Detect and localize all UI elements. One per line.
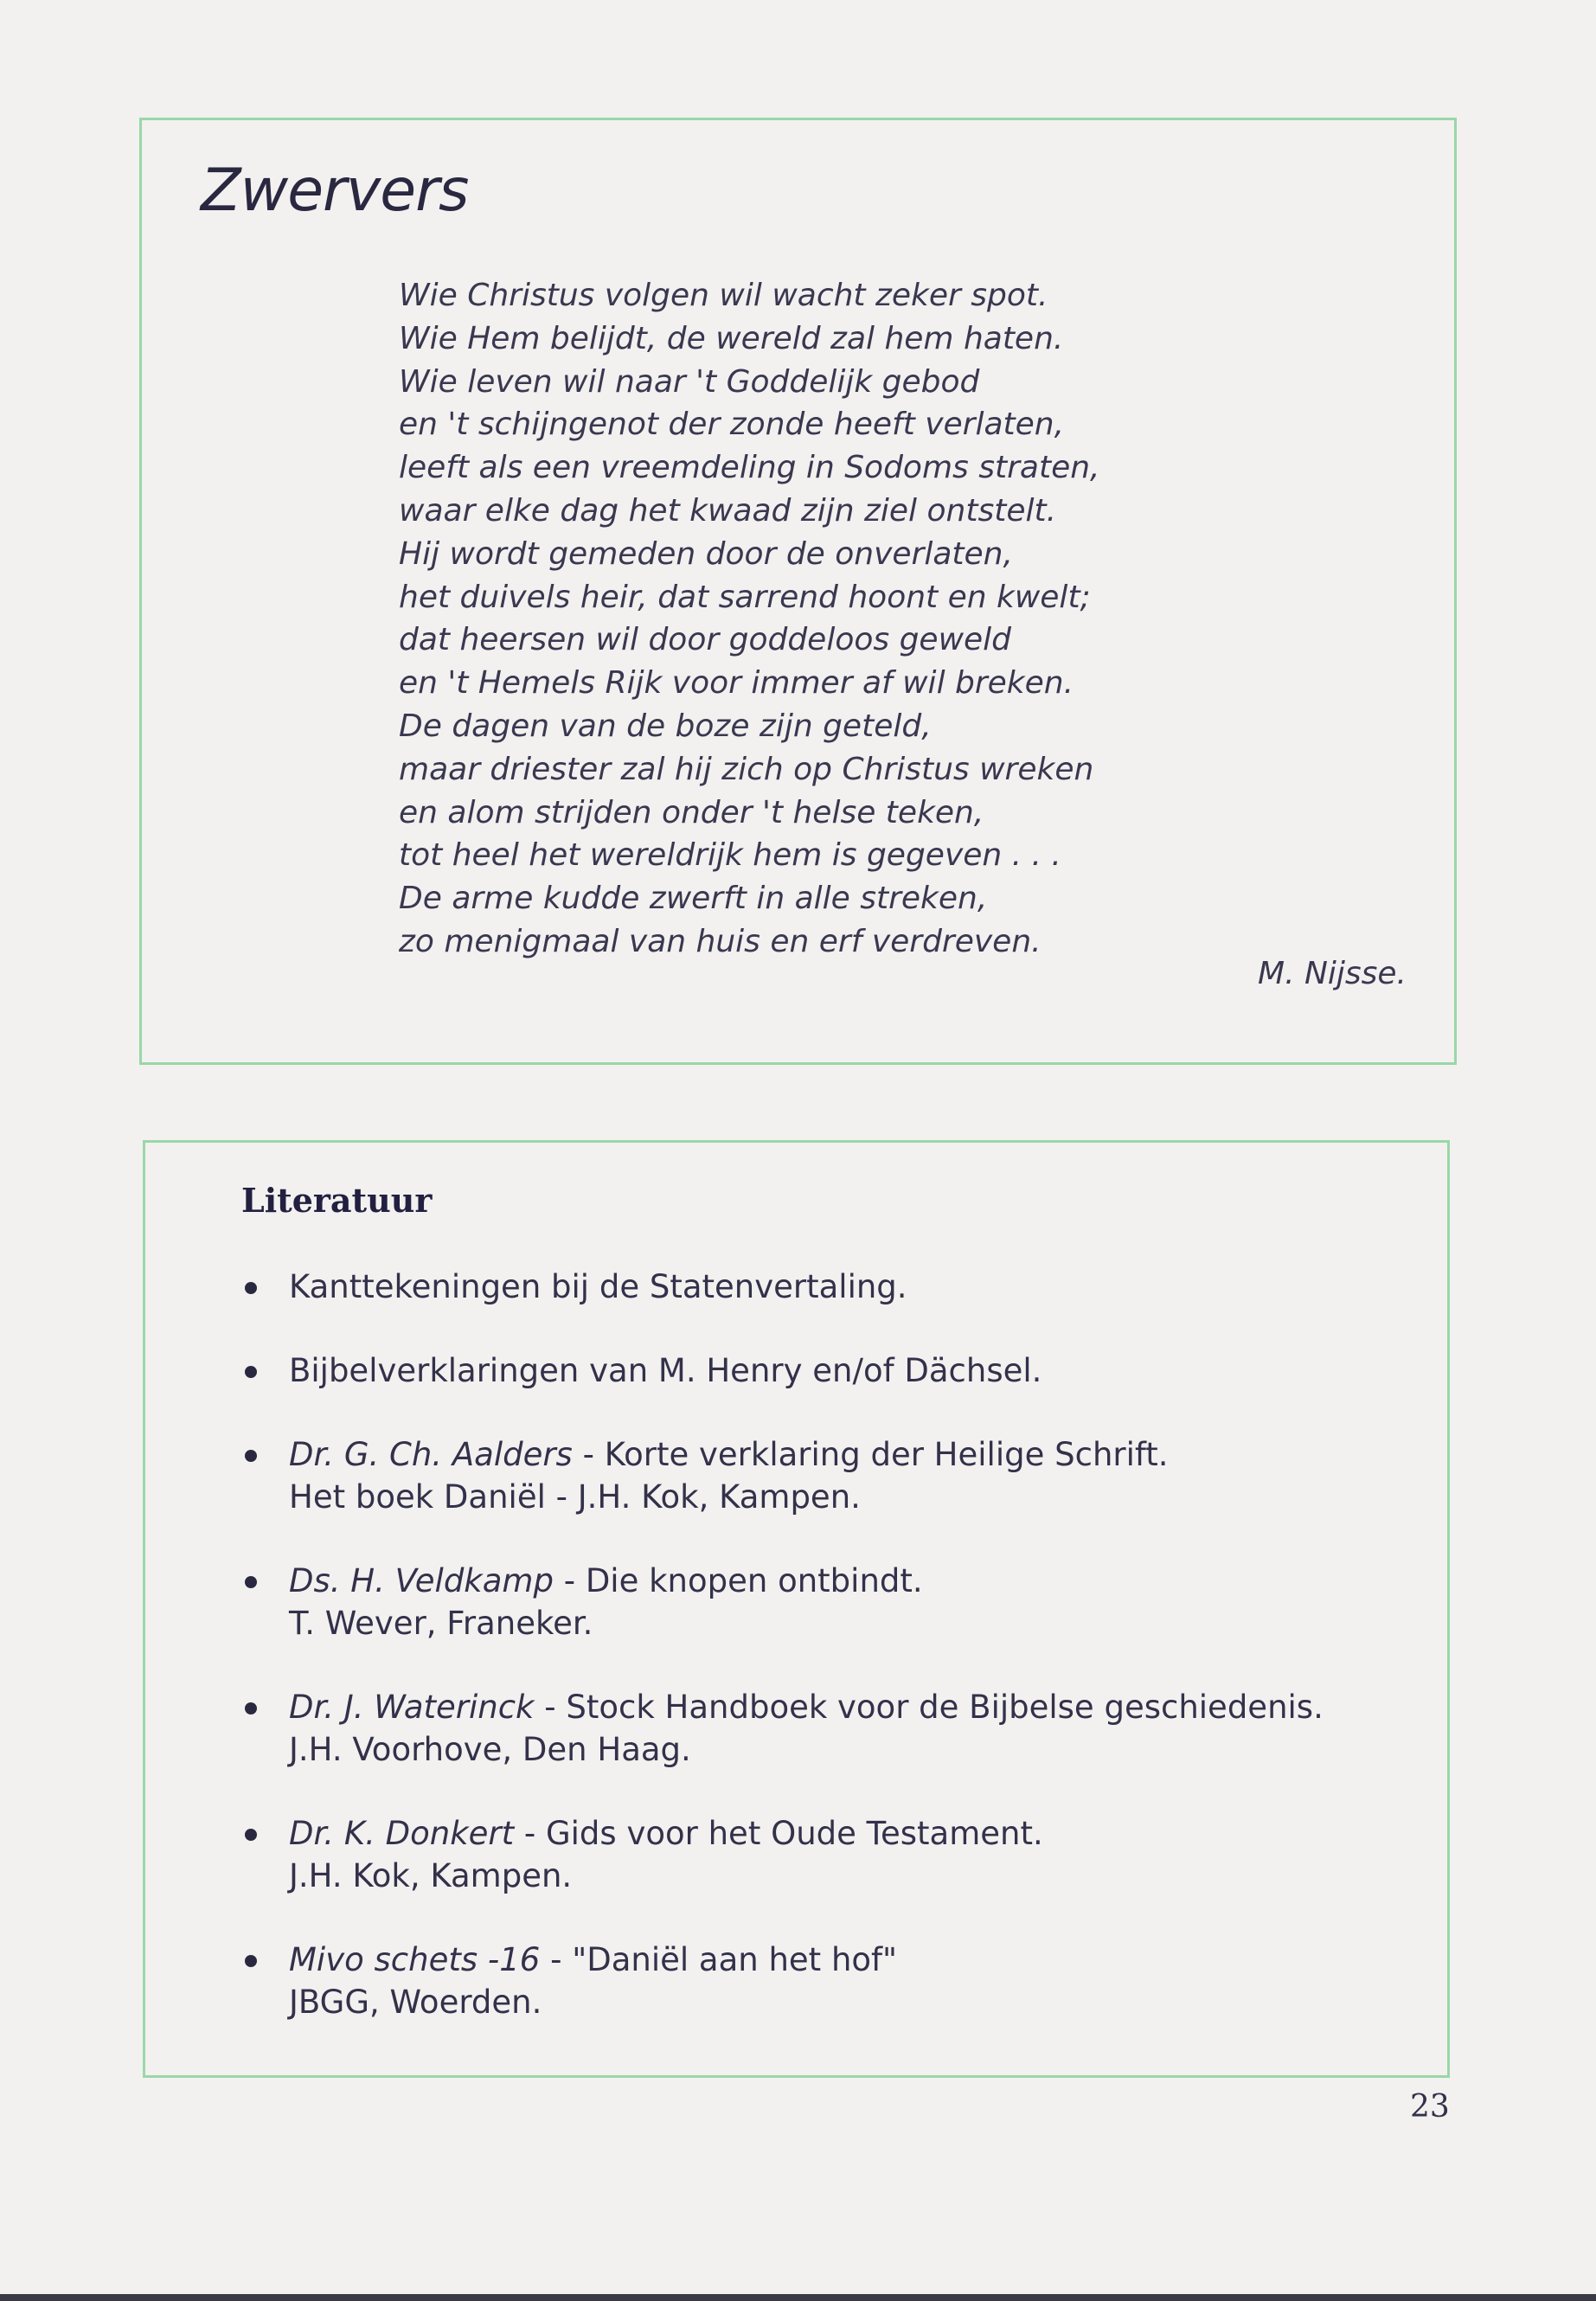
item-separator: - (534, 1689, 567, 1726)
item-separator: - (540, 1941, 573, 1978)
poem-line: dat heersen wil door goddeloos geweld (399, 622, 1012, 658)
literature-item (242, 1812, 1324, 1897)
poem-line: Wie Hem belijdt, de wereld zal hem haten. (399, 320, 1064, 356)
item-author: Dr. K. Donkert (289, 1815, 515, 1852)
bullet-icon (245, 1282, 257, 1294)
poem-line: Hij wordt gemeden door de onverlaten, (399, 535, 1013, 572)
literature-item (242, 1560, 1324, 1644)
poem-line: tot heel het wereldrijk hem is gegeven . . . (399, 837, 1061, 874)
item-title: Die knopen ontbindt. (585, 1562, 923, 1599)
poem-line: waar elke dag het kwaad zijn ziel ontstelt. (399, 492, 1057, 529)
item-separator: - (514, 1815, 546, 1852)
poem-text (399, 274, 1099, 964)
poem-line: Wie leven wil naar 't Goddelijk gebod (399, 363, 980, 400)
literature-item (242, 1433, 1324, 1518)
item-line-1 (289, 1939, 1324, 1981)
bullet-icon (245, 1450, 257, 1462)
poem-line: De arme kudde zwerft in alle streken, (399, 881, 988, 917)
literature-item (242, 1939, 1324, 2023)
item-title: Stock Handboek voor de Bijbelse geschiedenis. (566, 1689, 1324, 1726)
item-line-1 (289, 1349, 1324, 1392)
item-title: Gids voor het Oude Testament. (545, 1815, 1043, 1852)
item-title: "Daniël aan het hof" (572, 1941, 898, 1978)
item-line-1 (289, 1686, 1324, 1728)
literature-list (242, 1266, 1324, 2065)
literature-heading: Literatuur (241, 1181, 433, 1220)
item-line-1 (289, 1560, 1324, 1602)
poem-line: Wie Christus volgen wil wacht zeker spot. (399, 278, 1048, 313)
item-author: Ds. H. Veldkamp (289, 1562, 554, 1599)
item-publisher: Het boek Daniël - J.H. Kok, Kampen. (289, 1478, 861, 1516)
literature-item (242, 1349, 1324, 1392)
item-author: Mivo schets -16 (289, 1941, 541, 1978)
scan-edge (0, 2294, 1596, 2301)
bullet-icon (245, 1366, 257, 1378)
poem-line: leeft als een vreemdeling in Sodoms straten, (399, 450, 1100, 486)
item-title: Kanttekeningen bij de Statenvertaling. (289, 1268, 907, 1305)
page-number: 23 (1410, 2089, 1450, 2125)
literature-item (242, 1686, 1324, 1771)
item-separator: - (553, 1562, 586, 1599)
item-title: Bijbelverklaringen van M. Henry en/of Dächsel. (289, 1352, 1042, 1389)
item-publisher: J.H. Voorhove, Den Haag. (289, 1731, 691, 1768)
bullet-icon (245, 1576, 257, 1588)
poem-line: De dagen van de boze zijn geteld, (399, 708, 932, 744)
item-publisher: T. Wever, Franeker. (289, 1605, 593, 1642)
item-publisher: J.H. Kok, Kampen. (289, 1857, 573, 1894)
item-author: Dr. G. Ch. Aalders (289, 1436, 573, 1473)
bullet-icon (245, 1829, 257, 1841)
poem-line: en 't schijngenot der zonde heeft verlaten, (399, 407, 1065, 443)
poem-title: Zwervers (201, 157, 469, 225)
poem-author: M. Nijsse. (1258, 956, 1407, 991)
item-publisher: JBGG, Woerden. (289, 1984, 542, 2021)
item-title: Korte verklaring der Heilige Schrift. (604, 1436, 1169, 1473)
literature-box (143, 1140, 1450, 2078)
item-line-1 (289, 1266, 1324, 1308)
poem-box (139, 118, 1457, 1065)
bullet-icon (245, 1955, 257, 1967)
literature-item (242, 1266, 1324, 1308)
poem-line: en 't Hemels Rijk voor immer af wil breken. (399, 665, 1074, 702)
item-line-1 (289, 1433, 1324, 1476)
poem-line: het duivels heir, dat sarrend hoont en kwelt; (399, 579, 1091, 615)
item-line-1 (289, 1812, 1324, 1855)
item-separator: - (572, 1436, 605, 1473)
bullet-icon (245, 1702, 257, 1715)
item-author: Dr. J. Waterinck (289, 1689, 535, 1726)
poem-line: maar driester zal hij zich op Christus wreken (399, 751, 1094, 787)
poem-line: en alom strijden onder 't helse teken, (399, 794, 984, 830)
poem-line: zo menigmaal van huis en erf verdreven. (399, 923, 1042, 959)
